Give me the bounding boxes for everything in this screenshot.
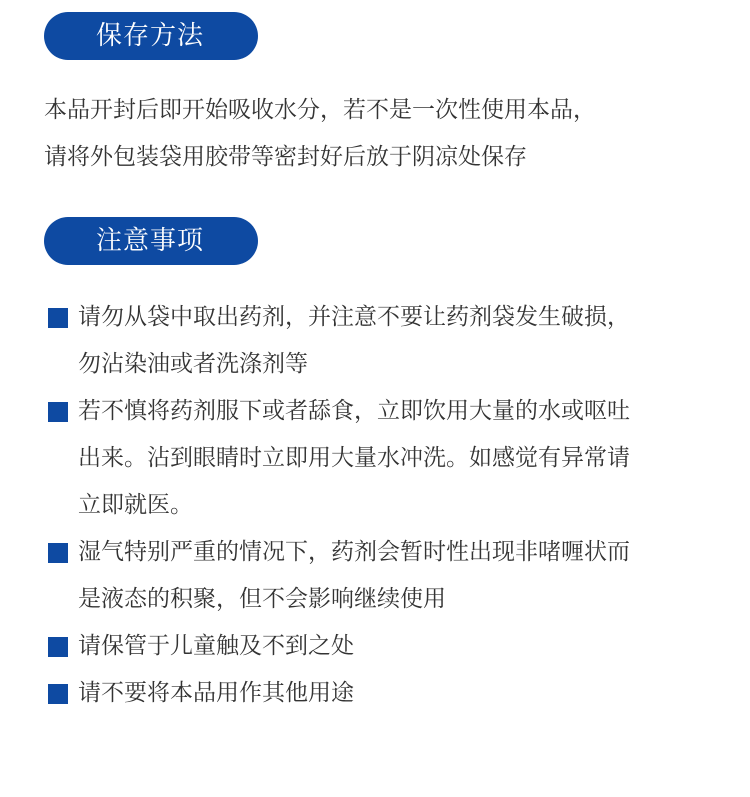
square-bullet-icon	[48, 308, 68, 328]
list-item	[44, 670, 724, 717]
notes-list	[44, 294, 724, 717]
section-title-notes: 注意事项	[44, 217, 258, 265]
note-line: 是液态的积聚，但不会影响继续使用	[78, 586, 446, 612]
list-item	[44, 529, 724, 623]
note-line: 请保管于儿童触及不到之处	[78, 633, 354, 659]
note-line: 若不慎将药剂服下或者舔食，立即饮用大量的水或呕吐	[78, 398, 630, 424]
note-line: 出来。沾到眼睛时立即用大量水冲洗。如感觉有异常请	[78, 445, 630, 471]
list-item	[44, 623, 724, 670]
list-item	[44, 294, 724, 388]
square-bullet-icon	[48, 684, 68, 704]
list-item	[44, 388, 724, 529]
storage-line: 请将外包装袋用胶带等密封好后放于阴凉处保存	[44, 144, 527, 170]
note-line: 湿气特别严重的情况下，药剂会暂时性出现非啫喱状而	[78, 539, 630, 565]
note-line: 立即就医。	[78, 492, 193, 518]
note-line: 请勿从袋中取出药剂，并注意不要让药剂袋发生破损，	[78, 304, 630, 330]
storage-instructions	[44, 87, 724, 181]
square-bullet-icon	[48, 543, 68, 563]
note-line: 勿沾染油或者洗涤剂等	[78, 351, 308, 377]
square-bullet-icon	[48, 402, 68, 422]
note-line: 请不要将本品用作其他用途	[78, 680, 354, 706]
square-bullet-icon	[48, 637, 68, 657]
section-title-storage: 保存方法	[44, 12, 258, 60]
storage-line: 本品开封后即开始吸收水分，若不是一次性使用本品，	[44, 97, 596, 123]
